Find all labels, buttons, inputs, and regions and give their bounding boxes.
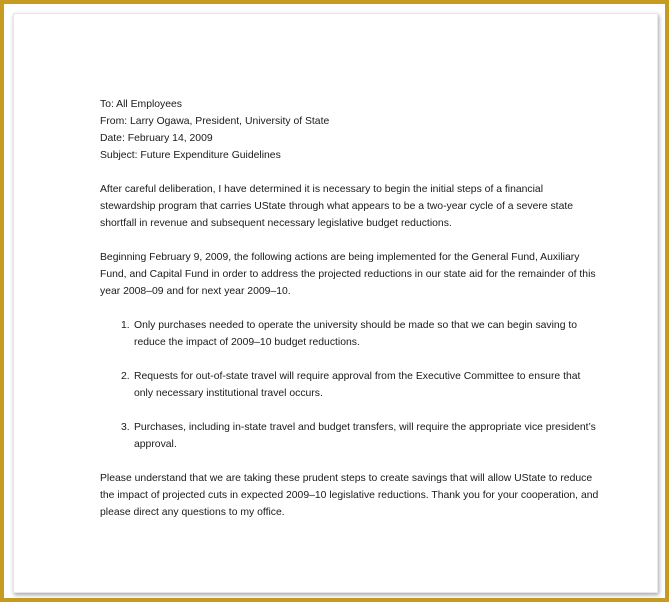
memo-page <box>13 13 658 593</box>
list-item-3 <box>100 419 600 453</box>
spacer <box>100 232 600 249</box>
list-text: Requests for out-of-state travel will require approval from the Executive Committee to ensure that only necessary institutional travel occurs. <box>134 371 581 399</box>
list-text: Purchases, including in-state travel and budget transfers, will require the appropriate vice president’s approval. <box>134 422 596 450</box>
list-number: 3. <box>121 422 130 433</box>
list-text: Only purchases needed to operate the university should be made so that we can begin saving to reduce the impact of 2009–10 budget reductions. <box>134 320 578 348</box>
spacer <box>100 300 600 317</box>
spacer <box>100 351 600 368</box>
memo-from: From: Larry Ogawa, President, University of State <box>100 116 330 127</box>
list-number: 2. <box>121 371 130 382</box>
list-item-2 <box>100 368 600 402</box>
memo-document <box>100 96 600 521</box>
spacer <box>100 164 600 181</box>
list-item-1 <box>100 317 600 351</box>
list-number: 1. <box>121 320 130 331</box>
memo-to: To: All Employees <box>100 99 183 110</box>
memo-date: Date: February 14, 2009 <box>100 133 213 144</box>
memo-paragraph-2: Beginning February 9, 2009, the following actions are being implemented for the General Fund, Auxiliary Fund, and Capital Fund in order to address the projected reductions in our state aid for the remainder of this year 2008–09 and for next year 2009–10. <box>100 252 596 297</box>
spacer <box>100 402 600 419</box>
memo-paragraph-1: After careful deliberation, I have determined it is necessary to begin the initial steps of a financial stewardship program that carries UState through what appears to be a two-year cycle of a severe state shortfall in revenue and subsequent necessary legislative budget reductions. <box>100 184 574 229</box>
memo-subject: Subject: Future Expenditure Guidelines <box>100 150 281 161</box>
spacer <box>100 453 600 470</box>
memo-closing: Please understand that we are taking these prudent steps to create savings that will allow UState to reduce the impact of projected cuts in expected 2009–10 legislative reductions. Thank you for your cooperation, and please direct any questions to my office. <box>100 473 599 518</box>
